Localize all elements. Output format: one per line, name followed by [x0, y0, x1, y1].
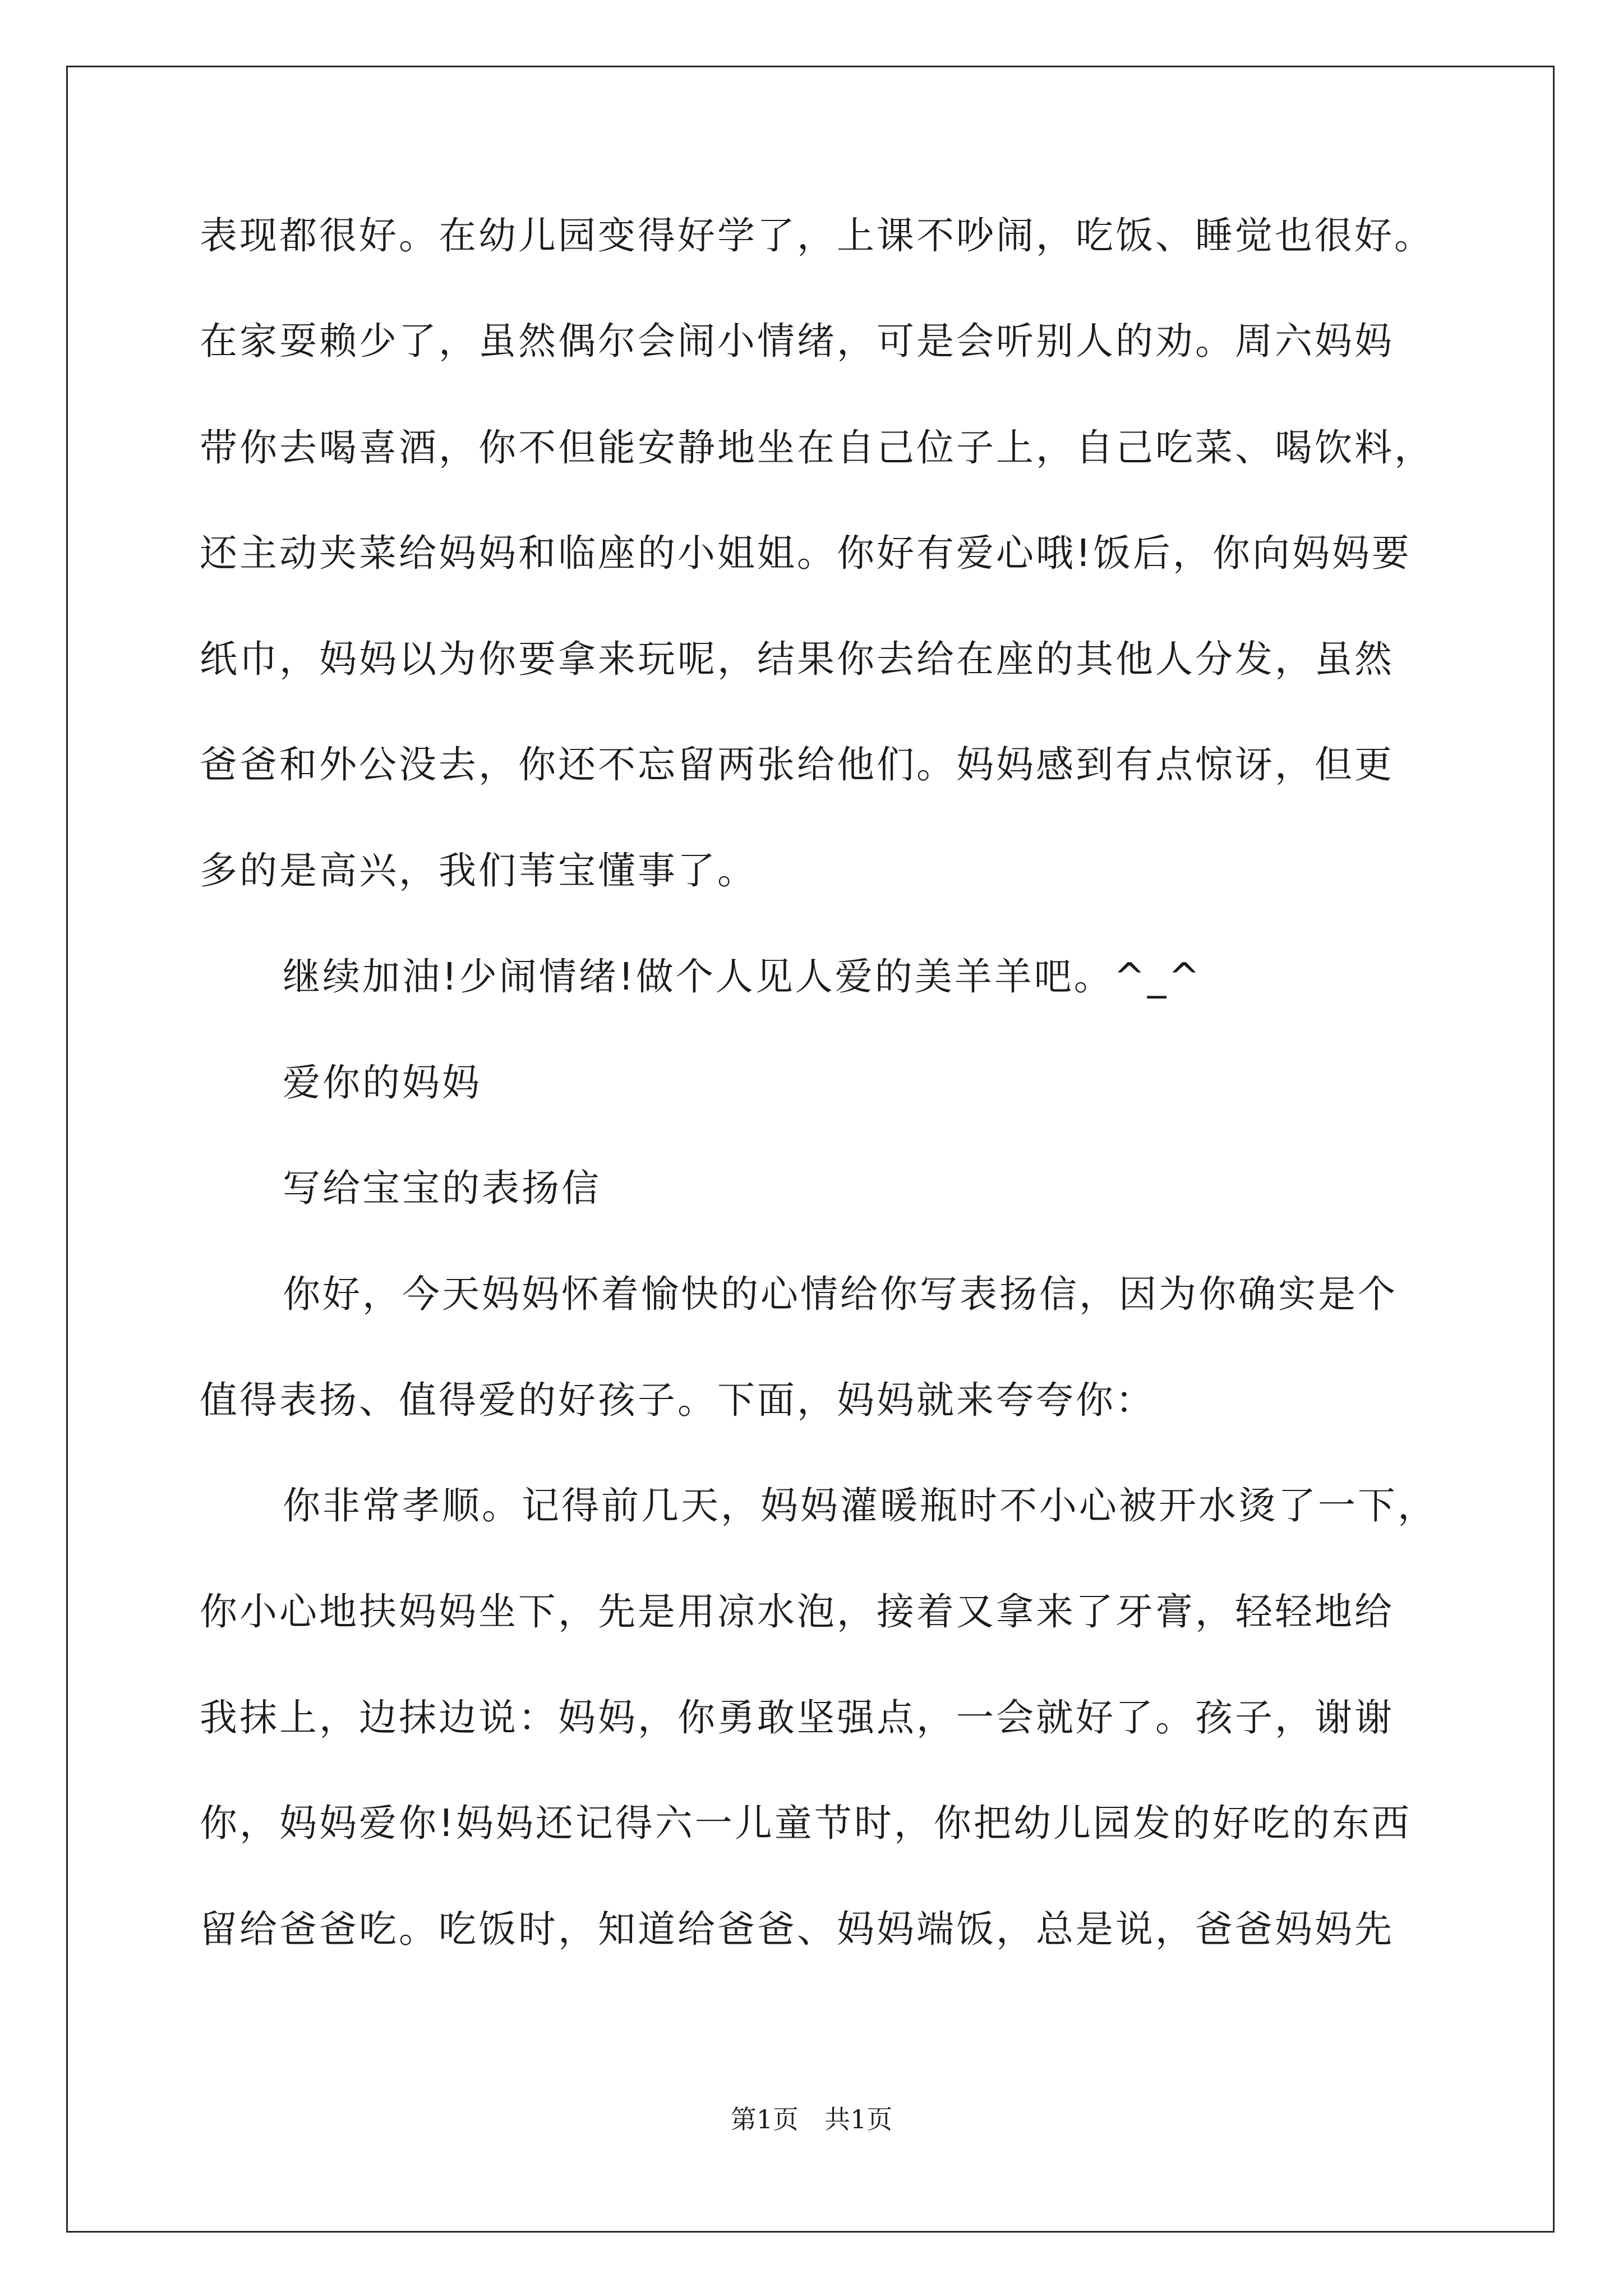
text-line: 在家耍赖少了，虽然偶尔会闹小情绪，可是会听别人的劝。周六妈妈: [200, 319, 1394, 363]
text-line: 你，妈妈爱你!妈妈还记得六一儿童节时，你把幼儿园发的好吃的东西: [200, 1801, 1412, 1845]
signature-line: 爱你的妈妈: [283, 1061, 482, 1105]
text-line: 爸爸和外公没去，你还不忘留两张给他们。妈妈感到有点惊讶，但更: [200, 743, 1394, 786]
text-line: 你非常孝顺。记得前几天，妈妈灌暖瓶时不小心被开水烫了一下，: [283, 1484, 1437, 1527]
text-line: 继续加油!少闹情绪!做个人见人爱的美羊羊吧。^_^: [283, 955, 1202, 999]
text-line: 留给爸爸吃。吃饭时，知道给爸爸、妈妈端饭，总是说，爸爸妈妈先: [200, 1907, 1394, 1951]
page-number-footer: 第1页 共1页: [730, 2104, 893, 2134]
text-line: 带你去喝喜酒，你不但能安静地坐在自己位子上，自己吃菜、喝饮料，: [200, 426, 1434, 470]
text-line: 多的是高兴，我们苇宝懂事了。: [200, 849, 757, 892]
text-line: 表现都很好。在幼儿园变得好学了，上课不吵闹，吃饭、睡觉也很好。: [200, 214, 1434, 257]
letter-title: 写给宝宝的表扬信: [283, 1166, 601, 1210]
text-line: 值得表扬、值得爱的好孩子。下面，妈妈就来夸夸你：: [200, 1378, 1155, 1422]
text-line: 我抹上，边抹边说：妈妈，你勇敢坚强点，一会就好了。孩子，谢谢: [200, 1696, 1394, 1740]
text-line: 你小心地扶妈妈坐下，先是用凉水泡，接着又拿来了牙膏，轻轻地给: [200, 1590, 1394, 1634]
text-line: 你好，今天妈妈怀着愉快的心情给你写表扬信，因为你确实是个: [283, 1272, 1398, 1316]
text-line: 纸巾，妈妈以为你要拿来玩呢，结果你去给在座的其他人分发，虽然: [200, 637, 1394, 681]
text-line: 还主动夹菜给妈妈和临座的小姐姐。你好有爱心哦!饭后，你向妈妈要: [200, 531, 1412, 575]
